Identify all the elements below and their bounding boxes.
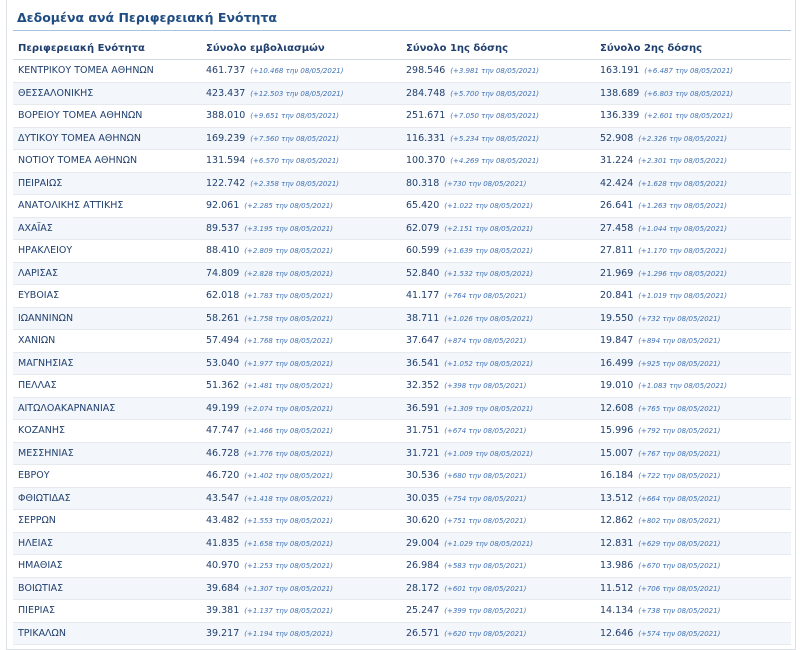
region-name: ΙΩΑΝΝΙΝΩΝ <box>13 307 201 330</box>
first-dose-value: 60.599 <box>406 245 440 257</box>
first-dose-value: 80.318 <box>406 177 440 189</box>
second-dose-value: 19.010 <box>600 380 634 392</box>
table-row <box>13 442 791 465</box>
total-vaccinations-daily-change: (+2.809 την 08/05/2021) <box>244 247 333 256</box>
second-dose-cell <box>595 105 791 128</box>
table-row <box>13 195 791 218</box>
first-dose-value: 32.352 <box>406 380 440 392</box>
total-vaccinations-cell <box>201 622 401 645</box>
total-vaccinations-value: 46.728 <box>206 447 240 459</box>
total-vaccinations-value: 39.684 <box>206 582 240 594</box>
header-region[interactable]: Περιφερειακή Ενότητα <box>13 37 201 60</box>
second-dose-daily-change: (+2.301 την 08/05/2021) <box>638 157 727 166</box>
second-dose-cell <box>595 442 791 465</box>
first-dose-cell <box>401 465 595 488</box>
table-row <box>13 465 791 488</box>
total-vaccinations-value: 131.594 <box>206 155 246 167</box>
first-dose-cell <box>401 442 595 465</box>
total-vaccinations-daily-change: (+2.074 την 08/05/2021) <box>244 404 333 413</box>
second-dose-cell <box>595 150 791 173</box>
table-row <box>13 397 791 420</box>
first-dose-cell <box>401 532 595 555</box>
region-name: ΧΑΝΙΩΝ <box>13 330 201 353</box>
header-total-vaccinations[interactable]: Σύνολο εμβολιασμών <box>201 37 401 60</box>
second-dose-value: 12.862 <box>600 515 634 527</box>
second-dose-value: 15.007 <box>600 447 634 459</box>
total-vaccinations-cell <box>201 397 401 420</box>
second-dose-cell <box>595 375 791 398</box>
total-vaccinations-value: 92.061 <box>206 200 240 212</box>
first-dose-cell <box>401 420 595 443</box>
table-row <box>13 60 791 83</box>
second-dose-value: 31.224 <box>600 155 634 167</box>
total-vaccinations-value: 40.970 <box>206 560 240 572</box>
second-dose-value: 16.184 <box>600 470 634 482</box>
first-dose-cell <box>401 195 595 218</box>
second-dose-cell <box>595 172 791 195</box>
second-dose-value: 163.191 <box>600 65 640 77</box>
second-dose-daily-change: (+6.803 την 08/05/2021) <box>644 89 734 98</box>
first-dose-value: 100.370 <box>406 155 446 167</box>
first-dose-value: 284.748 <box>406 87 446 99</box>
total-vaccinations-cell <box>201 510 401 533</box>
second-dose-cell <box>595 285 791 308</box>
total-vaccinations-cell <box>201 105 401 128</box>
first-dose-daily-change: (+2.151 την 08/05/2021) <box>444 224 533 233</box>
second-dose-cell <box>595 532 791 555</box>
first-dose-value: 116.331 <box>406 132 446 144</box>
table-row <box>13 577 791 600</box>
second-dose-cell <box>595 622 791 645</box>
second-dose-cell <box>595 577 791 600</box>
first-dose-daily-change: (+7.050 την 08/05/2021) <box>450 112 540 121</box>
second-dose-daily-change: (+1.263 την 08/05/2021) <box>638 202 727 211</box>
second-dose-value: 19.847 <box>600 335 634 347</box>
second-dose-daily-change: (+6.487 την 08/05/2021) <box>644 67 734 76</box>
second-dose-value: 136.339 <box>600 110 640 122</box>
second-dose-value: 19.550 <box>600 312 634 324</box>
first-dose-daily-change: (+754 την 08/05/2021) <box>444 494 527 503</box>
total-vaccinations-cell <box>201 240 401 263</box>
total-vaccinations-daily-change: (+10.468 την 08/05/2021) <box>250 67 344 76</box>
total-vaccinations-value: 53.040 <box>206 357 240 369</box>
total-vaccinations-value: 43.482 <box>206 515 240 527</box>
first-dose-value: 62.079 <box>406 222 440 234</box>
total-vaccinations-cell <box>201 82 401 105</box>
first-dose-value: 41.177 <box>406 290 440 302</box>
first-dose-cell <box>401 352 595 375</box>
first-dose-daily-change: (+1.532 την 08/05/2021) <box>444 269 533 278</box>
second-dose-cell <box>595 600 791 623</box>
second-dose-daily-change: (+574 την 08/05/2021) <box>638 629 721 638</box>
second-dose-daily-change: (+1.083 την 08/05/2021) <box>638 382 727 391</box>
region-name: ΘΕΣΣΑΛΟΝΙΚΗΣ <box>13 82 201 105</box>
total-vaccinations-cell <box>201 307 401 330</box>
total-vaccinations-value: 41.835 <box>206 537 240 549</box>
second-dose-cell <box>595 465 791 488</box>
first-dose-daily-change: (+4.269 την 08/05/2021) <box>450 157 540 166</box>
first-dose-cell <box>401 127 595 150</box>
region-name: ΗΜΑΘΙΑΣ <box>13 555 201 578</box>
second-dose-cell <box>595 240 791 263</box>
first-dose-value: 30.035 <box>406 492 440 504</box>
second-dose-daily-change: (+738 την 08/05/2021) <box>638 607 721 616</box>
region-name: ΣΕΡΡΩΝ <box>13 510 201 533</box>
second-dose-daily-change: (+670 την 08/05/2021) <box>638 562 721 571</box>
first-dose-cell <box>401 397 595 420</box>
total-vaccinations-value: 62.018 <box>206 290 240 302</box>
first-dose-daily-change: (+3.981 την 08/05/2021) <box>450 67 540 76</box>
first-dose-cell <box>401 600 595 623</box>
panel-title: Δεδομένα ανά Περιφερειακή Ενότητα <box>17 10 278 25</box>
first-dose-value: 52.840 <box>406 267 440 279</box>
total-vaccinations-daily-change: (+9.651 την 08/05/2021) <box>250 112 340 121</box>
table-row <box>13 240 791 263</box>
table-row <box>13 510 791 533</box>
first-dose-daily-change: (+751 την 08/05/2021) <box>444 517 527 526</box>
second-dose-cell <box>595 262 791 285</box>
total-vaccinations-cell <box>201 375 401 398</box>
table-row <box>13 105 791 128</box>
second-dose-daily-change: (+1.170 την 08/05/2021) <box>638 247 727 256</box>
first-dose-value: 36.541 <box>406 357 440 369</box>
total-vaccinations-value: 122.742 <box>206 177 246 189</box>
first-dose-cell <box>401 307 595 330</box>
first-dose-cell <box>401 577 595 600</box>
first-dose-cell <box>401 82 595 105</box>
first-dose-value: 38.711 <box>406 312 440 324</box>
first-dose-daily-change: (+1.639 την 08/05/2021) <box>444 247 533 256</box>
total-vaccinations-daily-change: (+1.253 την 08/05/2021) <box>244 562 333 571</box>
second-dose-cell <box>595 487 791 510</box>
total-vaccinations-daily-change: (+12.503 την 08/05/2021) <box>250 89 344 98</box>
second-dose-value: 27.458 <box>600 222 634 234</box>
first-dose-cell <box>401 487 595 510</box>
total-vaccinations-daily-change: (+1.307 την 08/05/2021) <box>244 584 333 593</box>
total-vaccinations-cell <box>201 60 401 83</box>
total-vaccinations-cell <box>201 577 401 600</box>
total-vaccinations-cell <box>201 172 401 195</box>
second-dose-cell <box>595 60 791 83</box>
second-dose-value: 138.689 <box>600 87 640 99</box>
table-row <box>13 330 791 353</box>
total-vaccinations-value: 51.362 <box>206 380 240 392</box>
total-vaccinations-cell <box>201 487 401 510</box>
second-dose-cell <box>595 420 791 443</box>
table-row <box>13 600 791 623</box>
second-dose-value: 52.908 <box>600 132 634 144</box>
table-row <box>13 217 791 240</box>
total-vaccinations-cell <box>201 532 401 555</box>
total-vaccinations-value: 46.720 <box>206 470 240 482</box>
second-dose-daily-change: (+1.296 την 08/05/2021) <box>638 269 727 278</box>
first-dose-daily-change: (+5.700 την 08/05/2021) <box>450 89 540 98</box>
total-vaccinations-daily-change: (+2.285 την 08/05/2021) <box>244 202 333 211</box>
region-name: ΤΡΙΚΑΛΩΝ <box>13 622 201 645</box>
total-vaccinations-daily-change: (+1.977 την 08/05/2021) <box>244 359 333 368</box>
second-dose-daily-change: (+792 την 08/05/2021) <box>638 427 721 436</box>
total-vaccinations-daily-change: (+3.195 την 08/05/2021) <box>244 224 333 233</box>
second-dose-cell <box>595 555 791 578</box>
table-row <box>13 172 791 195</box>
table-row <box>13 285 791 308</box>
second-dose-value: 21.969 <box>600 267 634 279</box>
total-vaccinations-cell <box>201 195 401 218</box>
second-dose-daily-change: (+765 την 08/05/2021) <box>638 404 721 413</box>
first-dose-value: 298.546 <box>406 65 446 77</box>
second-dose-value: 12.831 <box>600 537 634 549</box>
second-dose-cell <box>595 330 791 353</box>
region-name: ΔΥΤΙΚΟΥ ΤΟΜΕΑ ΑΘΗΝΩΝ <box>13 127 201 150</box>
first-dose-cell <box>401 285 595 308</box>
first-dose-value: 31.751 <box>406 425 440 437</box>
second-dose-daily-change: (+767 την 08/05/2021) <box>638 449 721 458</box>
table-row <box>13 352 791 375</box>
second-dose-cell <box>595 352 791 375</box>
second-dose-daily-change: (+925 την 08/05/2021) <box>638 359 721 368</box>
second-dose-value: 20.841 <box>600 290 634 302</box>
total-vaccinations-value: 39.217 <box>206 627 240 639</box>
second-dose-value: 16.499 <box>600 357 634 369</box>
first-dose-daily-change: (+1.022 την 08/05/2021) <box>444 202 533 211</box>
regional-data-table <box>13 37 791 645</box>
second-dose-daily-change: (+706 την 08/05/2021) <box>638 584 721 593</box>
second-dose-cell <box>595 307 791 330</box>
region-name: ΒΟΙΩΤΙΑΣ <box>13 577 201 600</box>
first-dose-daily-change: (+583 την 08/05/2021) <box>444 562 527 571</box>
total-vaccinations-cell <box>201 420 401 443</box>
total-vaccinations-daily-change: (+1.776 την 08/05/2021) <box>244 449 333 458</box>
second-dose-value: 13.512 <box>600 492 634 504</box>
table-header-row <box>13 37 791 60</box>
total-vaccinations-cell <box>201 330 401 353</box>
first-dose-cell <box>401 375 595 398</box>
header-first-dose[interactable]: Σύνολο 1ης δόσης <box>401 37 595 60</box>
first-dose-daily-change: (+1.029 την 08/05/2021) <box>444 539 533 548</box>
region-name: ΑΧΑΪΑΣ <box>13 217 201 240</box>
table-row <box>13 150 791 173</box>
total-vaccinations-cell <box>201 262 401 285</box>
second-dose-value: 15.996 <box>600 425 634 437</box>
first-dose-daily-change: (+620 την 08/05/2021) <box>444 629 527 638</box>
second-dose-daily-change: (+629 την 08/05/2021) <box>638 539 721 548</box>
second-dose-daily-change: (+722 την 08/05/2021) <box>638 472 721 481</box>
second-dose-daily-change: (+894 την 08/05/2021) <box>638 337 721 346</box>
title-divider <box>13 30 791 31</box>
second-dose-daily-change: (+1.019 την 08/05/2021) <box>638 292 727 301</box>
region-name: ΑΝΑΤΟΛΙΚΗΣ ΑΤΤΙΚΗΣ <box>13 195 201 218</box>
region-name: ΜΑΓΝΗΣΙΑΣ <box>13 352 201 375</box>
second-dose-cell <box>595 217 791 240</box>
table-row <box>13 532 791 555</box>
total-vaccinations-cell <box>201 217 401 240</box>
second-dose-cell <box>595 82 791 105</box>
first-dose-cell <box>401 60 595 83</box>
total-vaccinations-cell <box>201 600 401 623</box>
first-dose-value: 36.591 <box>406 402 440 414</box>
table-row <box>13 555 791 578</box>
first-dose-value: 25.247 <box>406 605 440 617</box>
second-dose-daily-change: (+732 την 08/05/2021) <box>638 314 721 323</box>
total-vaccinations-daily-change: (+2.358 την 08/05/2021) <box>250 179 340 188</box>
total-vaccinations-daily-change: (+1.553 την 08/05/2021) <box>244 517 333 526</box>
second-dose-cell <box>595 397 791 420</box>
second-dose-cell <box>595 510 791 533</box>
region-name: ΗΛΕΙΑΣ <box>13 532 201 555</box>
total-vaccinations-value: 43.547 <box>206 492 240 504</box>
total-vaccinations-daily-change: (+1.137 την 08/05/2021) <box>244 607 333 616</box>
second-dose-daily-change: (+1.044 την 08/05/2021) <box>638 224 727 233</box>
table-row <box>13 375 791 398</box>
first-dose-daily-change: (+1.052 την 08/05/2021) <box>444 359 533 368</box>
second-dose-value: 42.424 <box>600 177 634 189</box>
region-name: ΝΟΤΙΟΥ ΤΟΜΕΑ ΑΘΗΝΩΝ <box>13 150 201 173</box>
first-dose-daily-change: (+674 την 08/05/2021) <box>444 427 527 436</box>
second-dose-value: 13.986 <box>600 560 634 572</box>
second-dose-daily-change: (+2.601 την 08/05/2021) <box>644 112 734 121</box>
total-vaccinations-value: 74.809 <box>206 267 240 279</box>
region-name: ΕΒΡΟΥ <box>13 465 201 488</box>
first-dose-daily-change: (+398 την 08/05/2021) <box>444 382 527 391</box>
second-dose-daily-change: (+1.628 την 08/05/2021) <box>638 179 727 188</box>
first-dose-daily-change: (+5.234 την 08/05/2021) <box>450 134 540 143</box>
total-vaccinations-daily-change: (+7.560 την 08/05/2021) <box>250 134 340 143</box>
total-vaccinations-value: 461.737 <box>206 65 246 77</box>
first-dose-daily-change: (+1.309 την 08/05/2021) <box>444 404 533 413</box>
first-dose-daily-change: (+1.009 την 08/05/2021) <box>444 449 533 458</box>
first-dose-daily-change: (+730 την 08/05/2021) <box>444 179 527 188</box>
second-dose-daily-change: (+664 την 08/05/2021) <box>638 494 721 503</box>
table-row <box>13 420 791 443</box>
total-vaccinations-daily-change: (+1.194 την 08/05/2021) <box>244 629 333 638</box>
total-vaccinations-daily-change: (+1.758 την 08/05/2021) <box>244 314 333 323</box>
first-dose-cell <box>401 555 595 578</box>
table-row <box>13 82 791 105</box>
region-name: ΠΙΕΡΙΑΣ <box>13 600 201 623</box>
total-vaccinations-cell <box>201 150 401 173</box>
first-dose-value: 26.571 <box>406 627 440 639</box>
total-vaccinations-value: 57.494 <box>206 335 240 347</box>
first-dose-value: 251.671 <box>406 110 446 122</box>
total-vaccinations-daily-change: (+1.783 την 08/05/2021) <box>244 292 333 301</box>
total-vaccinations-cell <box>201 285 401 308</box>
first-dose-cell <box>401 240 595 263</box>
total-vaccinations-value: 423.437 <box>206 87 246 99</box>
second-dose-value: 12.608 <box>600 402 634 414</box>
total-vaccinations-cell <box>201 465 401 488</box>
second-dose-cell <box>595 127 791 150</box>
regional-data-panel <box>6 0 796 650</box>
first-dose-value: 28.172 <box>406 582 440 594</box>
first-dose-value: 26.984 <box>406 560 440 572</box>
table-body <box>13 60 791 645</box>
total-vaccinations-cell <box>201 127 401 150</box>
second-dose-value: 12.646 <box>600 627 634 639</box>
total-vaccinations-daily-change: (+1.481 την 08/05/2021) <box>244 382 333 391</box>
table-row <box>13 487 791 510</box>
first-dose-cell <box>401 622 595 645</box>
header-second-dose[interactable]: Σύνολο 2ης δόσης <box>595 37 791 60</box>
second-dose-cell <box>595 195 791 218</box>
region-name: ΚΕΝΤΡΙΚΟΥ ΤΟΜΕΑ ΑΘΗΝΩΝ <box>13 60 201 83</box>
total-vaccinations-value: 39.381 <box>206 605 240 617</box>
region-name: ΒΟΡΕΙΟΥ ΤΟΜΕΑ ΑΘΗΝΩΝ <box>13 105 201 128</box>
first-dose-daily-change: (+764 την 08/05/2021) <box>444 292 527 301</box>
total-vaccinations-daily-change: (+6.570 την 08/05/2021) <box>250 157 340 166</box>
first-dose-daily-change: (+1.026 την 08/05/2021) <box>444 314 533 323</box>
table-row <box>13 307 791 330</box>
total-vaccinations-daily-change: (+1.402 την 08/05/2021) <box>244 472 333 481</box>
first-dose-value: 30.620 <box>406 515 440 527</box>
total-vaccinations-cell <box>201 352 401 375</box>
total-vaccinations-daily-change: (+1.768 την 08/05/2021) <box>244 337 333 346</box>
region-name: ΗΡΑΚΛΕΙΟΥ <box>13 240 201 263</box>
region-name: ΦΘΙΩΤΙΔΑΣ <box>13 487 201 510</box>
region-name: ΕΥΒΟΙΑΣ <box>13 285 201 308</box>
table-row <box>13 622 791 645</box>
region-name: ΛΑΡΙΣΑΣ <box>13 262 201 285</box>
region-name: ΑΙΤΩΛΟΑΚΑΡΝΑΝΙΑΣ <box>13 397 201 420</box>
first-dose-value: 30.536 <box>406 470 440 482</box>
table-row <box>13 127 791 150</box>
second-dose-daily-change: (+2.326 την 08/05/2021) <box>638 134 727 143</box>
first-dose-cell <box>401 510 595 533</box>
total-vaccinations-cell <box>201 555 401 578</box>
total-vaccinations-value: 49.199 <box>206 402 240 414</box>
total-vaccinations-daily-change: (+2.828 την 08/05/2021) <box>244 269 333 278</box>
total-vaccinations-value: 169.239 <box>206 132 246 144</box>
first-dose-daily-change: (+399 την 08/05/2021) <box>444 607 527 616</box>
total-vaccinations-cell <box>201 442 401 465</box>
first-dose-cell <box>401 330 595 353</box>
second-dose-value: 27.811 <box>600 245 634 257</box>
first-dose-value: 29.004 <box>406 537 440 549</box>
region-name: ΜΕΣΣΗΝΙΑΣ <box>13 442 201 465</box>
total-vaccinations-daily-change: (+1.466 την 08/05/2021) <box>244 427 333 436</box>
region-name: ΠΕΙΡΑΙΩΣ <box>13 172 201 195</box>
second-dose-value: 11.512 <box>600 582 634 594</box>
region-name: ΠΕΛΛΑΣ <box>13 375 201 398</box>
first-dose-daily-change: (+680 την 08/05/2021) <box>444 472 527 481</box>
first-dose-cell <box>401 262 595 285</box>
total-vaccinations-daily-change: (+1.418 την 08/05/2021) <box>244 494 333 503</box>
first-dose-daily-change: (+874 την 08/05/2021) <box>444 337 527 346</box>
total-vaccinations-value: 47.747 <box>206 425 240 437</box>
first-dose-daily-change: (+601 την 08/05/2021) <box>444 584 527 593</box>
first-dose-cell <box>401 105 595 128</box>
first-dose-value: 31.721 <box>406 447 440 459</box>
first-dose-value: 65.420 <box>406 200 440 212</box>
region-name: ΚΟΖΑΝΗΣ <box>13 420 201 443</box>
first-dose-cell <box>401 150 595 173</box>
second-dose-value: 14.134 <box>600 605 634 617</box>
total-vaccinations-value: 89.537 <box>206 222 240 234</box>
first-dose-cell <box>401 172 595 195</box>
first-dose-value: 37.647 <box>406 335 440 347</box>
total-vaccinations-value: 58.261 <box>206 312 240 324</box>
first-dose-cell <box>401 217 595 240</box>
second-dose-daily-change: (+802 την 08/05/2021) <box>638 517 721 526</box>
total-vaccinations-value: 88.410 <box>206 245 240 257</box>
second-dose-value: 26.641 <box>600 200 634 212</box>
total-vaccinations-value: 388.010 <box>206 110 246 122</box>
table-row <box>13 262 791 285</box>
total-vaccinations-daily-change: (+1.658 την 08/05/2021) <box>244 539 333 548</box>
